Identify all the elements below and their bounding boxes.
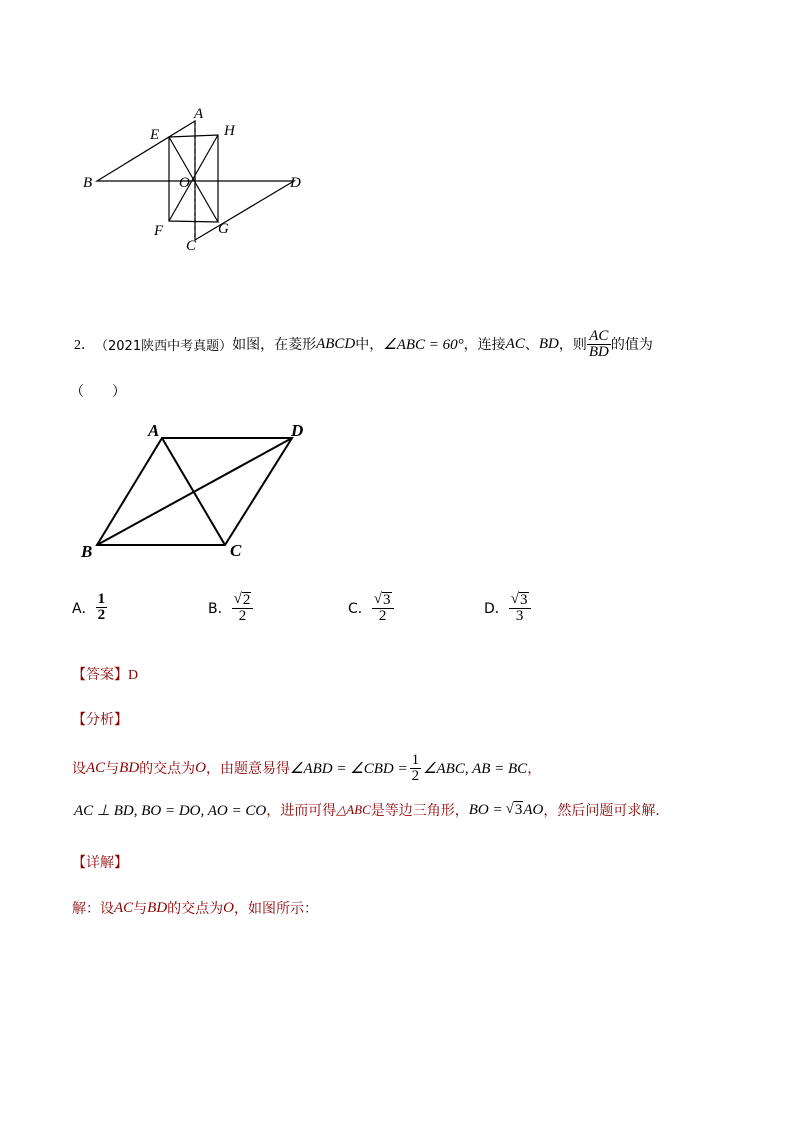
option-value: √ 3 3 <box>509 592 531 624</box>
option-d <box>484 592 531 624</box>
stem-angle: ∠ABC = 60° <box>383 336 464 353</box>
stem-fraction <box>587 329 611 360</box>
label-D: D <box>291 421 304 440</box>
label-C: C <box>230 541 242 560</box>
stem-bd: BD <box>538 335 559 352</box>
stem-text-3: ，连接 <box>463 337 506 353</box>
option-value: √ 2 2 <box>232 592 254 624</box>
stem-abcd: ABCD <box>316 335 356 352</box>
detail-tag: 【详解】 <box>72 855 128 871</box>
figure-rhombus-abcd <box>78 418 328 563</box>
answer-tag: 【答案】 <box>72 667 128 683</box>
detail-line-1: 解：设 AC 与 BD 的交点为 O ，如图所示： <box>72 899 319 917</box>
label-E: E <box>150 127 160 143</box>
option-a <box>72 592 107 623</box>
diagonal-bd <box>97 438 292 545</box>
option-value: √ 3 2 <box>372 592 394 624</box>
stem-text-1: 如图，在菱形 <box>232 337 317 353</box>
question-number: 2． <box>74 338 95 353</box>
answer-value: D <box>128 668 139 683</box>
label-H: H <box>224 123 235 139</box>
analysis-line-1: 设 AC 与 BD 的交点为 O ，由题意易得 ∠ABD = ∠CBD = $\frac{1}{2}$ ∠ABC, AB = BC ， <box>72 751 542 784</box>
stem-ac: AC <box>505 335 525 352</box>
fraction-denominator: BD <box>588 343 609 360</box>
stem-text-4: ，则 <box>558 337 587 353</box>
stem-text-2: 中， <box>355 337 384 353</box>
label-B: B <box>81 542 93 561</box>
analysis-tag: 【分析】 <box>72 712 128 728</box>
figure-rhombus-rectangle <box>70 100 330 260</box>
question-source: （2021陕西中考真题） <box>95 338 233 354</box>
label-D: D <box>290 175 301 191</box>
option-letter: A． <box>72 600 96 617</box>
option-b <box>208 592 253 624</box>
option-letter: B． <box>208 601 232 617</box>
answer-line <box>72 664 138 684</box>
answer-blank: （ ） <box>70 384 126 400</box>
option-c <box>348 592 394 624</box>
label-C: C <box>186 238 197 254</box>
label-F: F <box>154 223 164 239</box>
label-G: G <box>218 221 229 237</box>
analysis-line-2: AC ⊥ BD, BO = DO, AO = CO ，进而可得 △ABC 是等边三角形， BO = √ 3 AO ，然后问题可求解． <box>74 801 670 819</box>
label-B: B <box>83 175 93 191</box>
option-letter: D． <box>484 601 509 617</box>
option-letter: C． <box>348 601 372 617</box>
stem-sep: 、 <box>524 337 539 353</box>
label-A: A <box>194 106 204 122</box>
option-value: $\frac{1}{2}$ <box>97 591 106 623</box>
label-A: A <box>148 421 160 440</box>
label-O: O <box>179 175 190 191</box>
stem-text-5: 的值为 <box>610 337 653 353</box>
fraction-numerator: AC <box>589 327 609 344</box>
question-stem <box>74 326 653 362</box>
